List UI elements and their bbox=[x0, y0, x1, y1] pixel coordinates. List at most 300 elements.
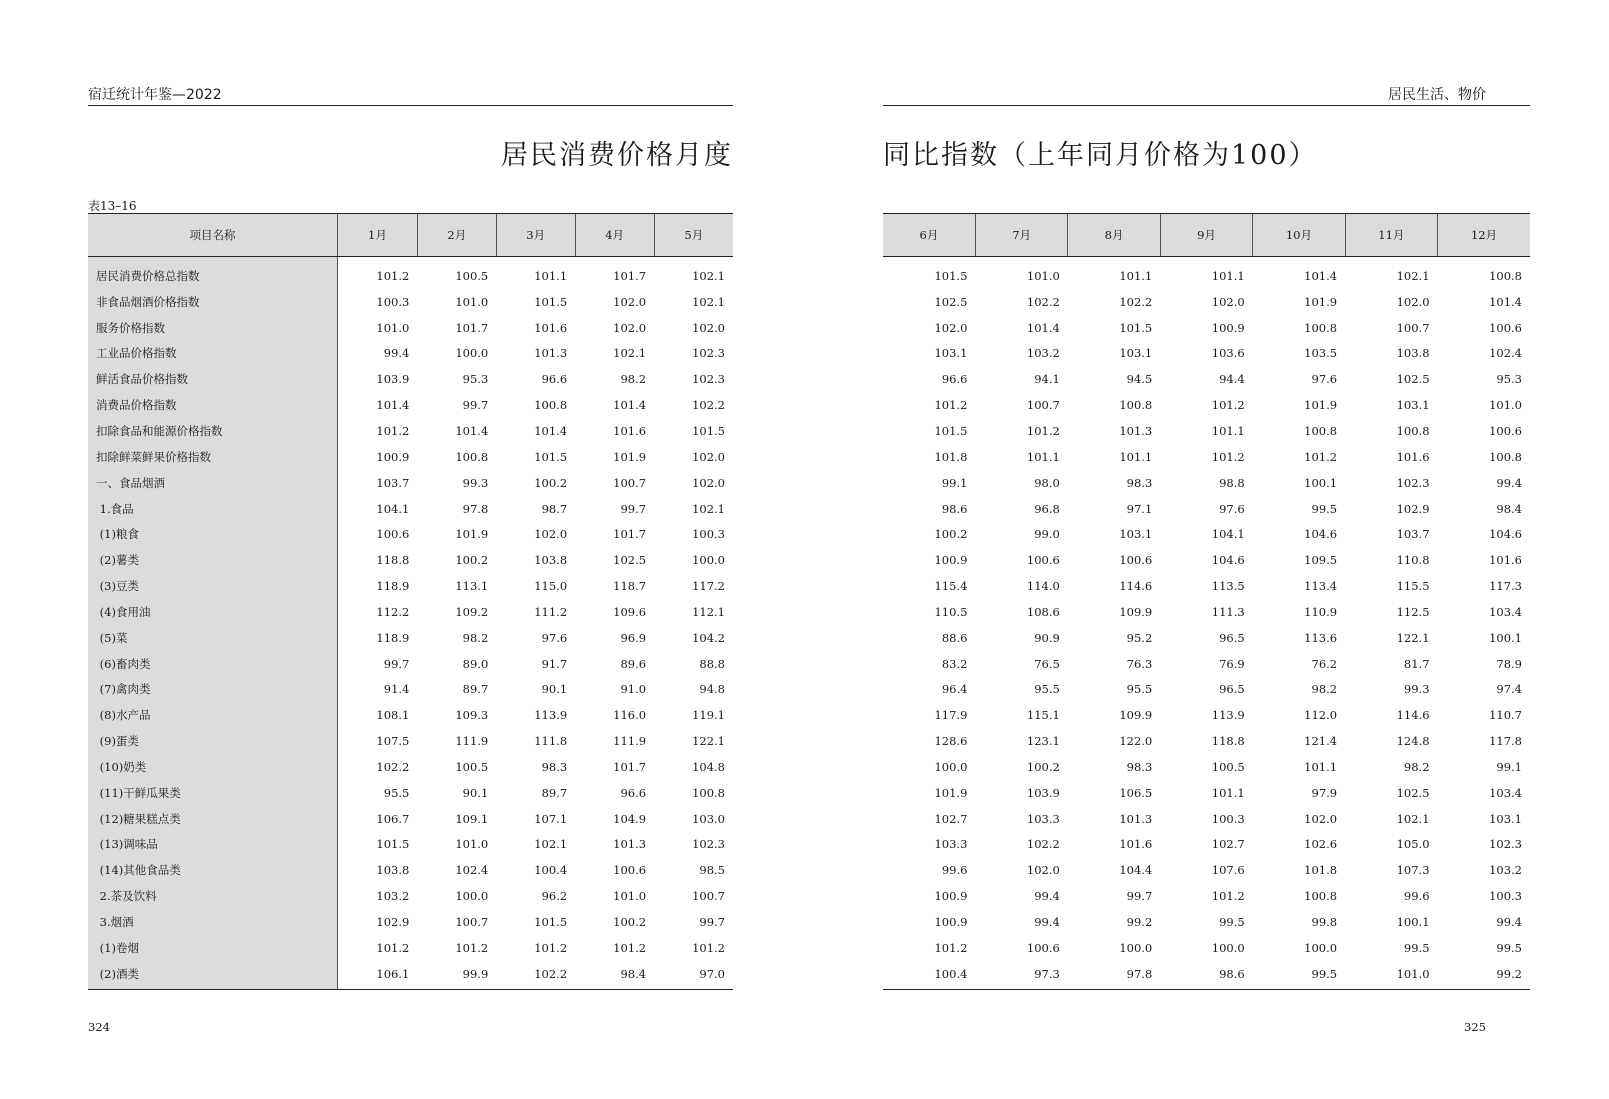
table-cell: 98.3 bbox=[541, 759, 568, 774]
table-cell: 101.7 bbox=[613, 759, 647, 774]
table-cell: 100.6 bbox=[376, 527, 410, 542]
table-cell: 99.4 bbox=[1496, 915, 1522, 930]
table-cell: 97.6 bbox=[1311, 372, 1338, 387]
table-cell: 103.8 bbox=[1396, 346, 1430, 361]
table-cell: 103.2 bbox=[376, 889, 410, 904]
row-label: (6)畜肉类 bbox=[88, 651, 338, 677]
table-cell: 100.0 bbox=[455, 346, 489, 361]
table-row bbox=[88, 883, 733, 909]
table-cell: 101.0 bbox=[1489, 398, 1522, 413]
table-row bbox=[88, 392, 733, 418]
table-cell: 101.9 bbox=[613, 449, 647, 464]
table-cell: 109.5 bbox=[1304, 553, 1338, 568]
table-cell: 99.6 bbox=[941, 863, 968, 878]
table-row bbox=[883, 702, 1530, 728]
table-row bbox=[883, 547, 1530, 573]
table-cell: 101.3 bbox=[1119, 423, 1153, 438]
table-row bbox=[883, 573, 1530, 599]
table-cell: 100.4 bbox=[883, 961, 975, 989]
table-cell: 117.8 bbox=[1489, 734, 1522, 749]
row-label: 居民消费价格总指数 bbox=[88, 257, 338, 289]
table-cell: 100.3 bbox=[692, 527, 725, 542]
table-cell: 101.3 bbox=[1119, 811, 1153, 826]
table-cell: 106.1 bbox=[338, 961, 418, 989]
table-cell: 103.1 bbox=[1119, 527, 1153, 542]
table-cell: 110.7 bbox=[1489, 708, 1522, 723]
table-cell: 101.9 bbox=[934, 785, 968, 800]
table-row bbox=[883, 341, 1530, 367]
table-title-left: 居民消费价格月度 bbox=[501, 140, 733, 171]
table-cell: 101.2 bbox=[692, 940, 725, 955]
table-row bbox=[88, 806, 733, 832]
table-row bbox=[88, 470, 733, 496]
row-label: (3)豆类 bbox=[88, 573, 338, 599]
table-cell: 101.4 bbox=[534, 423, 568, 438]
table-row bbox=[883, 780, 1530, 806]
row-label: (2)薯类 bbox=[88, 547, 338, 573]
table-cell: 101.5 bbox=[376, 837, 410, 852]
table-cell: 101.1 bbox=[1119, 268, 1153, 283]
table-cell: 97.6 bbox=[1219, 501, 1245, 516]
table-cell: 110.5 bbox=[934, 604, 968, 619]
row-label: 一、食品烟酒 bbox=[88, 470, 338, 496]
table-row bbox=[883, 754, 1530, 780]
table-row bbox=[88, 909, 733, 935]
table-cell: 99.1 bbox=[1496, 759, 1522, 774]
table-cell: 101.6 bbox=[1119, 837, 1153, 852]
table-cell: 101.6 bbox=[534, 320, 568, 335]
table-header-row bbox=[88, 214, 733, 257]
table-cell: 109.6 bbox=[613, 604, 647, 619]
table-row bbox=[883, 935, 1530, 961]
row-label: 2.茶及饮料 bbox=[88, 883, 338, 909]
table-cell: 101.2 bbox=[376, 423, 410, 438]
table-cell: 112.0 bbox=[1304, 708, 1338, 723]
row-label: 工业品价格指数 bbox=[88, 341, 338, 367]
cpi-table-left bbox=[88, 213, 733, 990]
table-cell: 98.6 bbox=[941, 501, 968, 516]
table-cell: 115.0 bbox=[534, 579, 568, 594]
row-label: (9)蛋类 bbox=[88, 728, 338, 754]
table-cell: 100.6 bbox=[1489, 320, 1522, 335]
header-rule-left bbox=[88, 105, 733, 106]
table-row bbox=[883, 315, 1530, 341]
table-cell: 101.7 bbox=[613, 527, 647, 542]
table-cell: 89.0 bbox=[462, 656, 489, 671]
column-header-month: 6月 bbox=[883, 214, 975, 257]
table-cell: 103.1 bbox=[934, 346, 968, 361]
table-cell: 103.2 bbox=[1026, 346, 1060, 361]
table-cell: 101.6 bbox=[1396, 449, 1430, 464]
table-cell: 97.4 bbox=[1496, 682, 1522, 697]
table-cell: 99.5 bbox=[1253, 961, 1345, 989]
table-cell: 95.2 bbox=[1126, 630, 1153, 645]
table-cell: 102.5 bbox=[934, 294, 968, 309]
table-cell: 101.1 bbox=[1211, 268, 1245, 283]
table-cell: 102.0 bbox=[692, 449, 725, 464]
table-cell: 101.7 bbox=[455, 320, 489, 335]
row-label: (12)糖果糕点类 bbox=[88, 806, 338, 832]
table-cell: 103.6 bbox=[1211, 346, 1245, 361]
table-cell: 100.9 bbox=[1211, 320, 1245, 335]
column-header-month: 10月 bbox=[1253, 214, 1345, 257]
table-row bbox=[88, 366, 733, 392]
table-cell: 97.9 bbox=[1311, 785, 1338, 800]
running-header-right: 居民生活、物价 bbox=[1388, 87, 1486, 103]
table-cell: 101.9 bbox=[1304, 294, 1338, 309]
table-cell: 109.3 bbox=[455, 708, 489, 723]
table-cell: 101.4 bbox=[455, 423, 489, 438]
table-cell: 106.7 bbox=[376, 811, 410, 826]
page-number-left: 324 bbox=[88, 1020, 110, 1034]
table-cell: 101.7 bbox=[613, 268, 647, 283]
table-cell: 102.7 bbox=[934, 811, 968, 826]
table-cell: 101.3 bbox=[534, 346, 568, 361]
table-cell: 101.5 bbox=[934, 423, 968, 438]
column-header-month: 11月 bbox=[1345, 214, 1437, 257]
row-label: 非食品烟酒价格指数 bbox=[88, 289, 338, 315]
column-header-month: 7月 bbox=[975, 214, 1067, 257]
table-cell: 100.0 bbox=[1211, 940, 1245, 955]
table-cell: 99.1 bbox=[941, 475, 968, 490]
table-cell: 76.9 bbox=[1219, 656, 1245, 671]
row-label: (2)酒类 bbox=[88, 961, 338, 989]
table-cell: 102.1 bbox=[1396, 811, 1430, 826]
table-cell: 104.1 bbox=[376, 501, 410, 516]
row-label: (13)调味品 bbox=[88, 832, 338, 858]
table-cell: 100.8 bbox=[1304, 889, 1338, 904]
table-cell: 117.9 bbox=[934, 708, 968, 723]
table-cell: 101.4 bbox=[1304, 268, 1338, 283]
table-cell: 98.2 bbox=[1403, 759, 1430, 774]
table-cell: 100.5 bbox=[1211, 759, 1245, 774]
table-cell: 101.5 bbox=[534, 915, 568, 930]
table-cell: 100.2 bbox=[1026, 759, 1060, 774]
table-cell: 89.6 bbox=[620, 656, 647, 671]
table-cell: 96.6 bbox=[620, 785, 647, 800]
row-label: (1)卷烟 bbox=[88, 935, 338, 961]
table-cell: 103.1 bbox=[1119, 346, 1153, 361]
table-cell: 106.5 bbox=[1119, 785, 1153, 800]
column-header-month: 5月 bbox=[654, 214, 733, 257]
table-row bbox=[88, 961, 733, 989]
table-cell: 103.7 bbox=[1396, 527, 1430, 542]
table-cell: 115.1 bbox=[1026, 708, 1060, 723]
table-cell: 103.5 bbox=[1304, 346, 1338, 361]
table-cell: 105.0 bbox=[1396, 837, 1430, 852]
table-cell: 107.1 bbox=[534, 811, 568, 826]
table-row bbox=[883, 909, 1530, 935]
table-cell: 97.8 bbox=[1068, 961, 1160, 989]
table-row bbox=[88, 754, 733, 780]
table-cell: 76.5 bbox=[1034, 656, 1060, 671]
table-cell: 100.2 bbox=[455, 553, 489, 568]
row-label: 鲜活食品价格指数 bbox=[88, 366, 338, 392]
table-cell: 100.8 bbox=[1304, 423, 1338, 438]
table-cell: 101.4 bbox=[376, 398, 410, 413]
table-cell: 94.5 bbox=[1126, 372, 1153, 387]
table-cell: 113.4 bbox=[1304, 579, 1338, 594]
table-cell: 102.4 bbox=[455, 863, 489, 878]
table-cell: 81.7 bbox=[1403, 656, 1430, 671]
table-cell: 99.3 bbox=[462, 475, 489, 490]
table-cell: 102.3 bbox=[692, 837, 725, 852]
table-row bbox=[883, 289, 1530, 315]
table-cell: 98.2 bbox=[1311, 682, 1338, 697]
table-cell: 104.6 bbox=[1489, 527, 1522, 542]
table-cell: 108.6 bbox=[1026, 604, 1060, 619]
table-row bbox=[88, 341, 733, 367]
table-cell: 102.0 bbox=[1396, 294, 1430, 309]
table-cell: 118.9 bbox=[376, 630, 410, 645]
table-cell: 103.1 bbox=[1489, 811, 1522, 826]
table-cell: 99.6 bbox=[1403, 889, 1430, 904]
table-row bbox=[88, 780, 733, 806]
table-cell: 109.9 bbox=[1119, 604, 1153, 619]
table-cell: 99.4 bbox=[383, 346, 410, 361]
table-cell: 99.7 bbox=[620, 501, 647, 516]
table-cell: 99.4 bbox=[1034, 889, 1060, 904]
table-cell: 112.5 bbox=[1396, 604, 1430, 619]
table-row bbox=[88, 625, 733, 651]
row-label: (14)其他食品类 bbox=[88, 857, 338, 883]
table-cell: 95.5 bbox=[1126, 682, 1153, 697]
table-cell: 76.2 bbox=[1311, 656, 1338, 671]
table-cell: 100.0 bbox=[1304, 940, 1338, 955]
table-cell: 102.3 bbox=[692, 346, 725, 361]
column-header-month: 2月 bbox=[417, 214, 496, 257]
table-cell: 101.3 bbox=[613, 837, 647, 852]
table-row bbox=[883, 857, 1530, 883]
table-cell: 119.1 bbox=[692, 708, 725, 723]
table-cell: 115.4 bbox=[934, 579, 968, 594]
table-cell: 110.9 bbox=[1304, 604, 1338, 619]
table-cell: 98.3 bbox=[1126, 475, 1153, 490]
table-cell: 102.1 bbox=[692, 268, 725, 283]
table-cell: 100.3 bbox=[376, 294, 410, 309]
table-cell: 98.7 bbox=[541, 501, 568, 516]
table-cell: 113.9 bbox=[1211, 708, 1245, 723]
table-cell: 101.5 bbox=[934, 268, 968, 283]
table-cell: 101.9 bbox=[455, 527, 489, 542]
table-cell: 91.4 bbox=[383, 682, 410, 697]
table-cell: 101.4 bbox=[1026, 320, 1060, 335]
table-cell: 100.8 bbox=[455, 449, 489, 464]
table-cell: 102.0 bbox=[1304, 811, 1338, 826]
table-cell: 115.5 bbox=[1396, 579, 1430, 594]
table-cell: 97.1 bbox=[1126, 501, 1153, 516]
table-cell: 88.6 bbox=[941, 630, 968, 645]
table-cell: 100.0 bbox=[692, 553, 725, 568]
table-cell: 110.8 bbox=[1396, 553, 1430, 568]
table-cell: 101.2 bbox=[1304, 449, 1338, 464]
table-cell: 101.8 bbox=[1304, 863, 1338, 878]
table-cell: 101.0 bbox=[455, 837, 489, 852]
table-cell: 101.0 bbox=[1345, 961, 1437, 989]
table-cell: 103.9 bbox=[376, 372, 410, 387]
table-cell: 97.3 bbox=[975, 961, 1067, 989]
table-cell: 96.5 bbox=[1219, 630, 1245, 645]
table-row bbox=[88, 257, 733, 289]
table-cell: 100.3 bbox=[1211, 811, 1245, 826]
table-cell: 96.8 bbox=[1034, 501, 1060, 516]
table-cell: 100.4 bbox=[534, 863, 568, 878]
table-cell: 88.8 bbox=[699, 656, 725, 671]
column-header-month: 12月 bbox=[1438, 214, 1530, 257]
table-row bbox=[883, 625, 1530, 651]
table-cell: 96.4 bbox=[941, 682, 968, 697]
table-cell: 96.6 bbox=[541, 372, 568, 387]
table-cell: 98.8 bbox=[1219, 475, 1245, 490]
table-row bbox=[883, 521, 1530, 547]
table-cell: 103.0 bbox=[692, 811, 725, 826]
table-row bbox=[883, 961, 1530, 989]
table-cell: 101.1 bbox=[1211, 423, 1245, 438]
column-header-month: 3月 bbox=[496, 214, 575, 257]
table-cell: 100.6 bbox=[613, 863, 647, 878]
table-row bbox=[88, 651, 733, 677]
table-row bbox=[88, 935, 733, 961]
table-cell: 89.7 bbox=[541, 785, 568, 800]
table-cell: 83.2 bbox=[941, 656, 968, 671]
table-cell: 102.0 bbox=[692, 320, 725, 335]
table-cell: 102.2 bbox=[1119, 294, 1153, 309]
table-cell: 103.8 bbox=[376, 863, 410, 878]
table-cell: 103.4 bbox=[1489, 785, 1522, 800]
table-cell: 111.2 bbox=[534, 604, 568, 619]
table-cell: 114.6 bbox=[1396, 708, 1430, 723]
table-cell: 101.4 bbox=[1489, 294, 1522, 309]
table-cell: 102.0 bbox=[613, 294, 647, 309]
table-cell: 103.3 bbox=[934, 837, 968, 852]
table-cell: 99.5 bbox=[1403, 940, 1430, 955]
table-cell: 102.1 bbox=[692, 501, 725, 516]
table-cell: 100.7 bbox=[455, 915, 489, 930]
table-cell: 100.2 bbox=[534, 475, 568, 490]
table-row bbox=[883, 470, 1530, 496]
table-cell: 89.7 bbox=[462, 682, 489, 697]
table-row bbox=[883, 496, 1530, 522]
table-row bbox=[883, 806, 1530, 832]
table-cell: 103.4 bbox=[1489, 604, 1522, 619]
table-cell: 98.6 bbox=[1160, 961, 1252, 989]
table-cell: 96.2 bbox=[541, 889, 568, 904]
table-cell: 100.7 bbox=[692, 889, 725, 904]
table-row bbox=[88, 418, 733, 444]
table-cell: 102.1 bbox=[534, 837, 568, 852]
row-label: 1.食品 bbox=[88, 496, 338, 522]
table-cell: 113.9 bbox=[534, 708, 568, 723]
table-cell: 102.1 bbox=[1396, 268, 1430, 283]
table-cell: 118.7 bbox=[613, 579, 647, 594]
table-cell: 101.2 bbox=[613, 940, 647, 955]
column-header-month: 8月 bbox=[1068, 214, 1160, 257]
row-label: 扣除鲜菜鲜果价格指数 bbox=[88, 444, 338, 470]
table-cell: 117.3 bbox=[1489, 579, 1522, 594]
table-title-right: 同比指数（上年同月价格为100） bbox=[883, 140, 1318, 171]
table-cell: 101.6 bbox=[613, 423, 647, 438]
table-row bbox=[88, 728, 733, 754]
table-row bbox=[883, 599, 1530, 625]
table-cell: 95.3 bbox=[462, 372, 489, 387]
table-cell: 101.6 bbox=[1489, 553, 1522, 568]
table-cell: 100.5 bbox=[455, 268, 489, 283]
table-cell: 100.0 bbox=[455, 889, 489, 904]
table-cell: 100.8 bbox=[534, 398, 568, 413]
table-row bbox=[883, 257, 1530, 289]
table-cell: 121.4 bbox=[1304, 734, 1338, 749]
table-row bbox=[883, 651, 1530, 677]
column-header-month: 1月 bbox=[338, 214, 418, 257]
row-label: (8)水产品 bbox=[88, 702, 338, 728]
table-cell: 101.5 bbox=[534, 294, 568, 309]
table-row bbox=[883, 418, 1530, 444]
row-label: (1)粮食 bbox=[88, 521, 338, 547]
table-cell: 113.6 bbox=[1304, 630, 1338, 645]
table-cell: 99.7 bbox=[462, 398, 489, 413]
table-cell: 104.9 bbox=[613, 811, 647, 826]
table-cell: 109.1 bbox=[455, 811, 489, 826]
table-cell: 99.5 bbox=[1219, 915, 1245, 930]
table-cell: 101.1 bbox=[534, 268, 568, 283]
table-cell: 102.6 bbox=[1304, 837, 1338, 852]
table-cell: 103.3 bbox=[1026, 811, 1060, 826]
table-cell: 98.0 bbox=[1034, 475, 1060, 490]
table-cell: 108.1 bbox=[376, 708, 410, 723]
table-row bbox=[883, 392, 1530, 418]
table-cell: 95.3 bbox=[1496, 372, 1522, 387]
table-cell: 113.5 bbox=[1211, 579, 1245, 594]
table-cell: 102.2 bbox=[376, 759, 410, 774]
table-cell: 100.1 bbox=[1396, 915, 1430, 930]
table-cell: 100.2 bbox=[934, 527, 968, 542]
table-cell: 90.1 bbox=[541, 682, 568, 697]
table-row bbox=[88, 832, 733, 858]
table-cell: 104.6 bbox=[1211, 553, 1245, 568]
table-cell: 102.0 bbox=[934, 320, 968, 335]
table-cell: 99.7 bbox=[1126, 889, 1153, 904]
table-cell: 94.4 bbox=[1219, 372, 1245, 387]
table-cell: 118.8 bbox=[376, 553, 410, 568]
table-cell: 103.7 bbox=[376, 475, 410, 490]
table-cell: 128.6 bbox=[934, 734, 968, 749]
table-cell: 101.2 bbox=[534, 940, 568, 955]
table-cell: 95.5 bbox=[1034, 682, 1060, 697]
table-cell: 97.8 bbox=[462, 501, 489, 516]
table-cell: 101.2 bbox=[1211, 398, 1245, 413]
table-cell: 101.2 bbox=[1211, 889, 1245, 904]
table-cell: 100.9 bbox=[376, 449, 410, 464]
table-cell: 100.7 bbox=[613, 475, 647, 490]
table-row bbox=[883, 677, 1530, 703]
table-cell: 96.6 bbox=[941, 372, 968, 387]
table-row bbox=[883, 444, 1530, 470]
table-cell: 101.5 bbox=[534, 449, 568, 464]
table-cell: 98.4 bbox=[1496, 501, 1522, 516]
table-cell: 102.0 bbox=[613, 320, 647, 335]
table-cell: 118.9 bbox=[376, 579, 410, 594]
table-cell: 98.4 bbox=[575, 961, 654, 989]
table-cell: 101.5 bbox=[1119, 320, 1153, 335]
row-label: 消费品价格指数 bbox=[88, 392, 338, 418]
table-cell: 94.1 bbox=[1034, 372, 1060, 387]
table-cell: 99.9 bbox=[417, 961, 496, 989]
table-cell: 102.3 bbox=[692, 372, 725, 387]
table-cell: 90.1 bbox=[462, 785, 489, 800]
table-row bbox=[883, 883, 1530, 909]
table-cell: 100.8 bbox=[1489, 449, 1522, 464]
table-cell: 101.1 bbox=[1026, 449, 1060, 464]
